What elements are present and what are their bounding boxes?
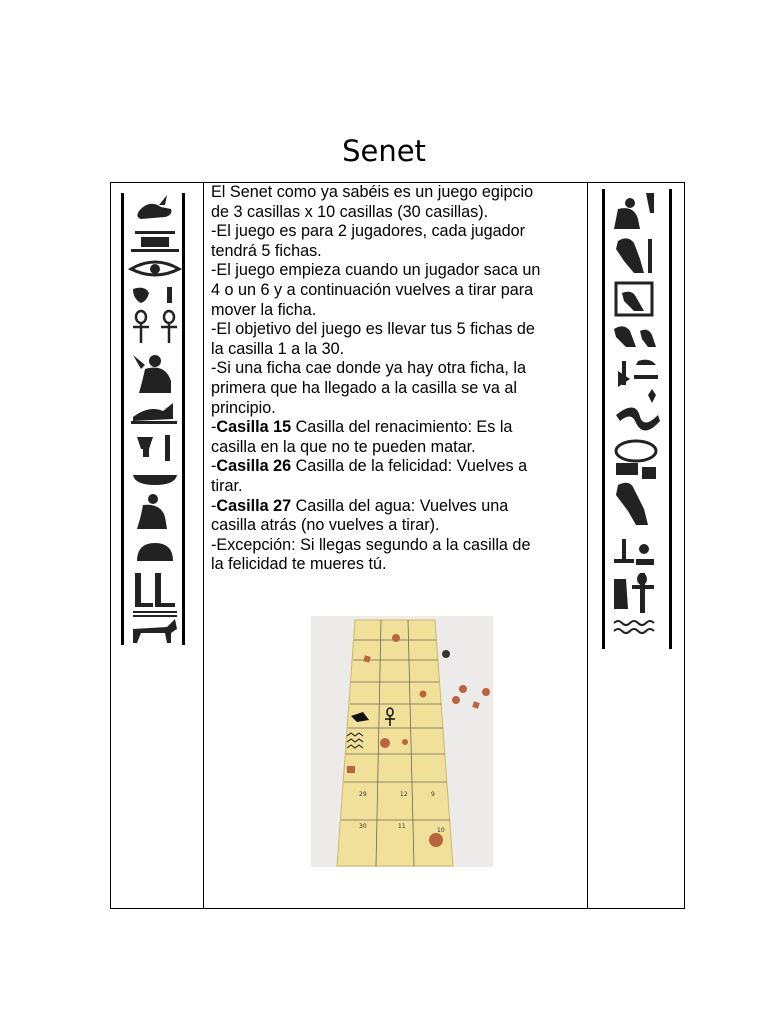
- seated-man-glyph-icon: [133, 355, 171, 393]
- rule-casilla-26: -Casilla 26 Casilla de la felicidad: Vuelves a: [211, 457, 528, 476]
- text-line: 4 o un 6 y a continuación vuelves a tirar para: [211, 280, 534, 299]
- bread-glyph-icon: [137, 543, 173, 561]
- board-number: 10: [437, 827, 445, 834]
- board-number: 12: [400, 791, 408, 798]
- eye-glyph-icon: [131, 262, 179, 275]
- text-line: principio.: [211, 398, 276, 417]
- falcon-glyph-icon: [616, 483, 648, 525]
- rule-casilla-15: -Casilla 15 Casilla del renacimiento: Es la: [211, 418, 513, 437]
- framed-bird-glyph-icon: [616, 283, 652, 315]
- board-number: 9: [431, 791, 435, 798]
- reed-glyph-icon: [618, 360, 658, 387]
- board-number: 29: [359, 791, 367, 798]
- birds-glyph-icon: [614, 326, 656, 347]
- exception-line: -Excepción: Si llegas segundo a la casilla de: [211, 535, 531, 554]
- board-number: 11: [398, 823, 406, 830]
- text-line: la casilla 1 a la 30.: [211, 339, 345, 358]
- text-line: -El objetivo del juego es llevar tus 5 fichas de: [211, 320, 535, 339]
- seated-man-glyph-icon: [614, 193, 654, 229]
- ankh-glyph-icon: [614, 573, 654, 613]
- column-divider-left: [203, 183, 204, 908]
- vulture-glyph-icon: [616, 238, 652, 273]
- right-hieroglyph-column: [600, 189, 676, 649]
- exception-line: la felicidad te mueres tú.: [211, 555, 387, 574]
- cartouche-glyph-icon: [616, 441, 656, 479]
- water-glyph-icon: [614, 621, 654, 633]
- lying-figure-glyph-icon: [131, 403, 177, 424]
- board-number: 30: [359, 823, 367, 830]
- text-line: El Senet como ya sabéis es un juego egipcio: [211, 183, 534, 201]
- text-line: tirar.: [211, 476, 243, 495]
- heart-glyph-icon: [137, 435, 170, 461]
- text-line: -Si una ficha cae donde ya hay otra ficha, la: [211, 359, 526, 378]
- text-line: tendrá 5 fichas.: [211, 241, 322, 260]
- legs-glyph-icon: [133, 573, 177, 617]
- content-table: [110, 182, 685, 909]
- text-line: -El juego es para 2 jugadores, cada jugador: [211, 222, 526, 241]
- basket-glyph-icon: [133, 475, 177, 485]
- dice-icon: [442, 650, 450, 658]
- text-line: de 3 casillas x 10 casillas (30 casillas).: [211, 202, 489, 221]
- pot-glyph-icon: [133, 287, 172, 303]
- text-line: mover la ficha.: [211, 300, 317, 319]
- rule-casilla-27: -Casilla 27 Casilla del agua: Vuelves una: [211, 496, 509, 515]
- senet-board-photo: [311, 616, 493, 867]
- text-line: casilla atrás (no vuelves a tirar).: [211, 516, 440, 535]
- table-glyph-icon: [131, 231, 179, 252]
- hare-glyph-icon: [137, 195, 171, 219]
- horned-viper-glyph-icon: [616, 389, 660, 431]
- text-line: -El juego empieza cuando un jugador saca un: [211, 261, 541, 280]
- rules-text: [211, 183, 583, 575]
- ankh-glyph-icon: [614, 539, 654, 565]
- ankh-glyph-icon: [133, 311, 177, 343]
- text-line: primera que ha llegado a la casilla se va al: [211, 378, 517, 397]
- column-divider-right: [587, 183, 588, 908]
- page-title: Senet: [342, 134, 426, 168]
- dog-glyph-icon: [133, 619, 177, 643]
- seated-man-glyph-icon: [137, 494, 167, 529]
- text-line: casilla en la que no te pueden matar.: [211, 437, 476, 456]
- left-hieroglyph-column: [119, 193, 189, 645]
